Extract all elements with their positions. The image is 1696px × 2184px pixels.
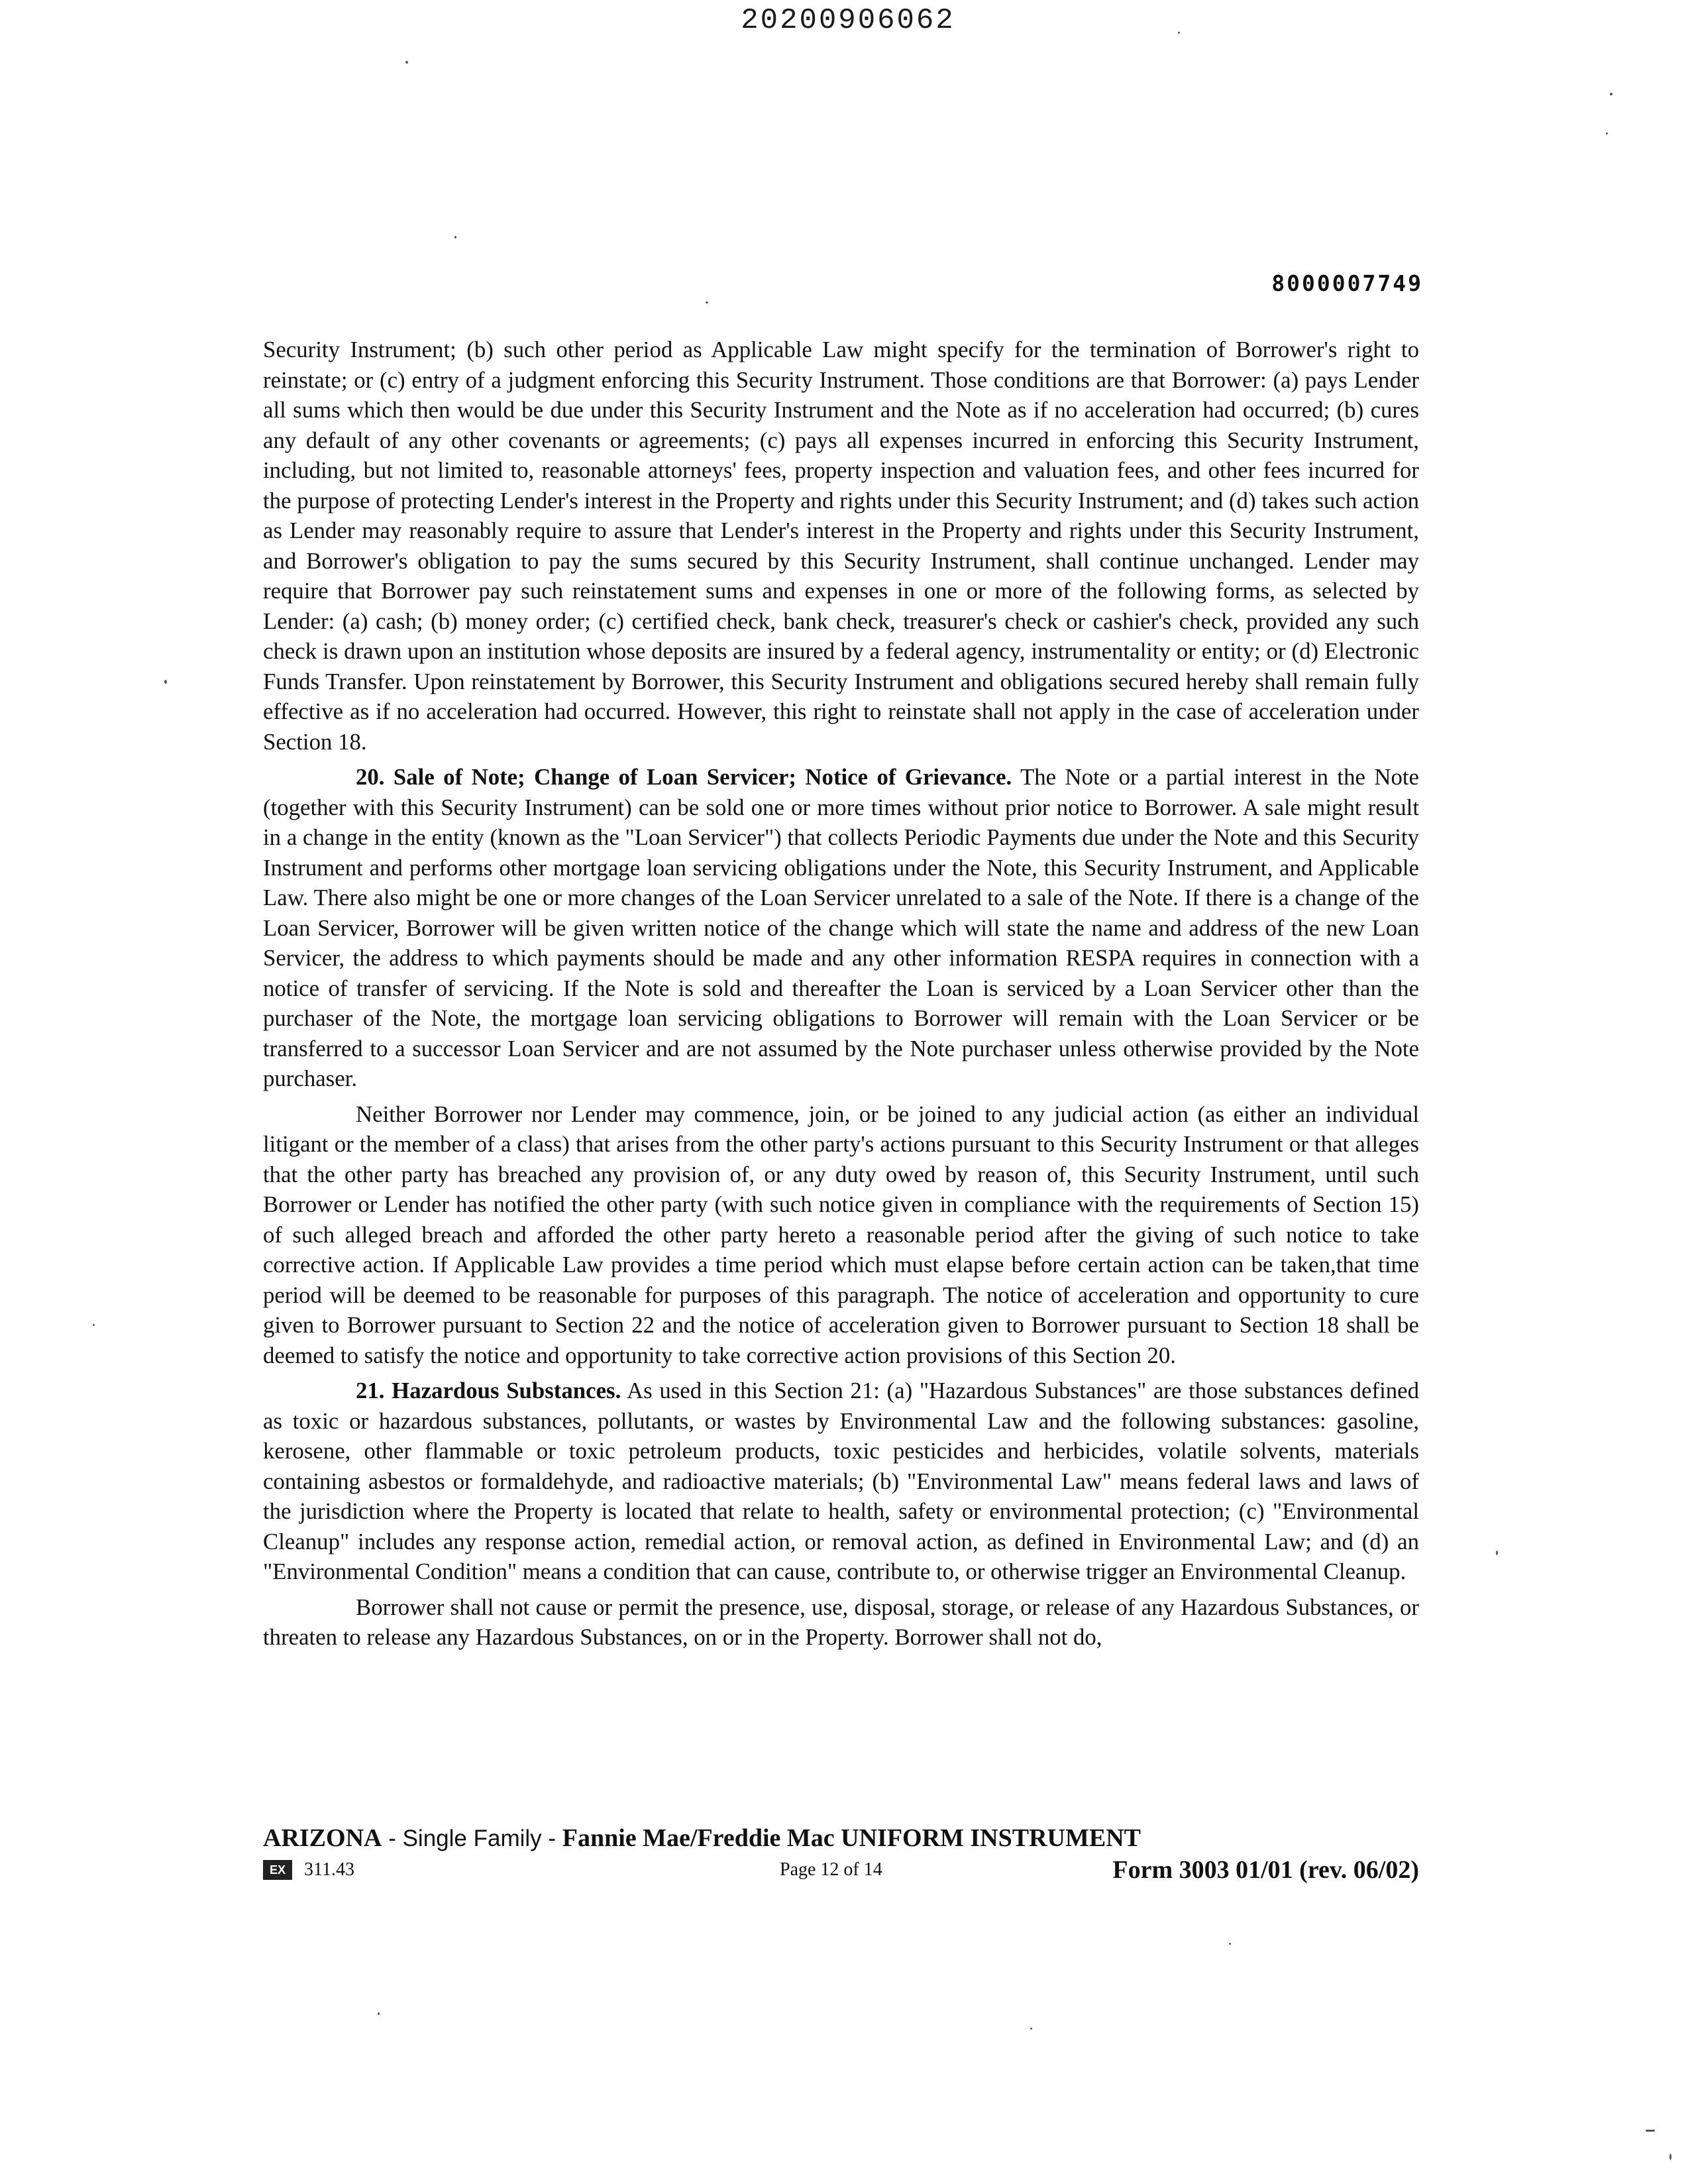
section-20-paragraph (263, 762, 1419, 1094)
recording-number: 20200906062 (741, 4, 955, 37)
section-20-heading: 20. Sale of Note; Change of Loan Servicer; Notice of Grievance. (356, 764, 1012, 790)
scan-speck (1178, 32, 1180, 34)
section-21-paragraph (263, 1376, 1419, 1587)
document-body (263, 335, 1419, 1658)
scan-speck (405, 61, 408, 64)
form-vendor-logo-icon: EX (263, 1860, 292, 1880)
footer-form-title (263, 1824, 1141, 1853)
scan-speck (706, 301, 708, 303)
section-21-heading: 21. Hazardous Substances. (356, 1378, 621, 1403)
footer-separator: - (382, 1826, 403, 1851)
paragraph-judicial-action: Neither Borrower nor Lender may commence, join, or be joined to any judicial action (as either an individual litigant or the member of a class) that arises from the other party's actions pursuant to this Security Instrument or that alleges that the other party has breached any provision of, or any duty owed by reason of, this Security Instrument, until such Borrower or Lender has notified the other party (with such notice given in compliance with the requirements of Section 15) of such alleged breach and afforded the other party hereto a reasonable period after the giving of such notice to take corrective action. If Applicable Law provides a time period which must elapse before certain action can be taken,that time period will be deemed to be reasonable for purposes of this paragraph. The notice of acceleration and opportunity to cure given to Borrower pursuant to Section 22 and the notice of acceleration given to Borrower pursuant to Section 18 shall be deemed to satisfy the notice and opportunity to take corrective action provisions of this Section 20. (263, 1101, 1419, 1368)
page-number: Page 12 of 14 (780, 1859, 882, 1880)
scan-speck (378, 2012, 380, 2015)
footer-code: 311.43 (304, 1859, 354, 1880)
scan-speck (1496, 1551, 1498, 1555)
footer-instrument: Fannie Mae/Freddie Mac UNIFORM INSTRUMENT (562, 1824, 1141, 1852)
paragraph-reinstatement: Security Instrument; (b) such other period as Applicable Law might specify for the termination of Borrower's right to reinstate; or (c) entry of a judgment enforcing this Security Instrument. Those conditions are that Borrower: (a) pays Lender all sums which then would be due under this Security Instrument and the Note as if no acceleration had occurred; (b) cures any default of any other covenants or agreements; (c) pays all expenses incurred in enforcing this Security Instrument, including, but not limited to, reasonable attorneys' fees, property inspection and valuation fees, and other fees incurred for the purpose of protecting Lender's interest in the Property and rights under this Security Instrument; and (d) takes such action as Lender may reasonably require to assure that Lender's interest in the Property and rights under this Security Instrument, and Borrower's obligation to pay the sums secured by this Security Instrument, shall continue unchanged. Lender may require that Borrower pay such reinstatement sums and expenses in one or more of the following forms, as selected by Lender: (a) cash; (b) money order; (c) certified check, bank check, treasurer's check or cashier's check, provided any such check is drawn upon an institution whose deposits are insured by a federal agency, instrumentality or entity; or (d) Electronic Funds Transfer. Upon reinstatement by Borrower, this Security Instrument and obligations secured hereby shall remain fully effective as if no acceleration had occurred. However, this right to reinstate shall not apply in the case of acceleration under Section 18. (263, 337, 1419, 755)
scan-speck (1670, 2154, 1671, 2160)
loan-number: 8000007749 (1271, 270, 1423, 296)
footer-family: Single Family (402, 1826, 542, 1851)
section-20-text: The Note or a partial interest in the Note (together with this Security Instrument) can be sold one or more times without prior notice to Borrower. A sale might result in a change in the entity (known as the "Loan Servicer") that collects Periodic Payments due under the Note and this Security Instrument and performs other mortgage loan servicing obligations under the Note, this Security Instrument, and Applicable Law. There also might be one or more changes of the Loan Servicer unrelated to a sale of the Note. If there is a change of the Loan Servicer, Borrower will be given written notice of the change which will state the name and address of the new Loan Servicer, the address to which payments should be made and any other information RESPA requires in connection with a notice of transfer of servicing. If the Note is sold and thereafter the Loan is serviced by a Loan Servicer other than the purchaser of the Note, the mortgage loan servicing obligations to Borrower will remain with the Loan Servicer or be transferred to a successor Loan Servicer and are not assumed by the Note purchaser unless otherwise provided by the Note purchaser. (263, 764, 1419, 1091)
scan-speck (1610, 93, 1613, 95)
scan-speck (1030, 2028, 1032, 2030)
footer-left (263, 1859, 354, 1881)
paragraph-hazardous-prohibition: Borrower shall not cause or permit the presence, use, disposal, storage, or release of any Hazardous Substances, or threaten to release any Hazardous Substances, on or in the Property. Borrower shall not do, (263, 1594, 1419, 1650)
scan-speck (93, 1324, 95, 1326)
form-number: Form 3003 01/01 (rev. 06/02) (1112, 1856, 1419, 1884)
footer-state: ARIZONA (263, 1824, 382, 1852)
section-21-text: As used in this Section 21: (a) "Hazardous Substances" are those substances defined as toxic or hazardous substances, pollutants, or wastes by Environmental Law and the following substances: gasoline, kerosene, other flammable or toxic petroleum products, toxic pesticides and herbicides, volatile solvents, materials containing asbestos or formaldehyde, and radioactive materials; (b) "Environmental Law" means federal laws and laws of the jurisdiction where the Property is located that relate to health, safety or environmental protection; (c) "Environmental Cleanup" includes any response action, remedial action, or removal action, as defined in Environmental Law; and (d) an "Environmental Condition" means a condition that can cause, contribute to, or otherwise trigger an Environmental Cleanup. (263, 1378, 1419, 1584)
footer-row (263, 1855, 1419, 1886)
scan-speck (164, 680, 167, 684)
scan-speck (454, 236, 456, 239)
scan-speck (1606, 133, 1608, 135)
scan-speck (1229, 1943, 1231, 1945)
footer-separator: - (541, 1826, 562, 1851)
scan-speck (1646, 2130, 1655, 2132)
